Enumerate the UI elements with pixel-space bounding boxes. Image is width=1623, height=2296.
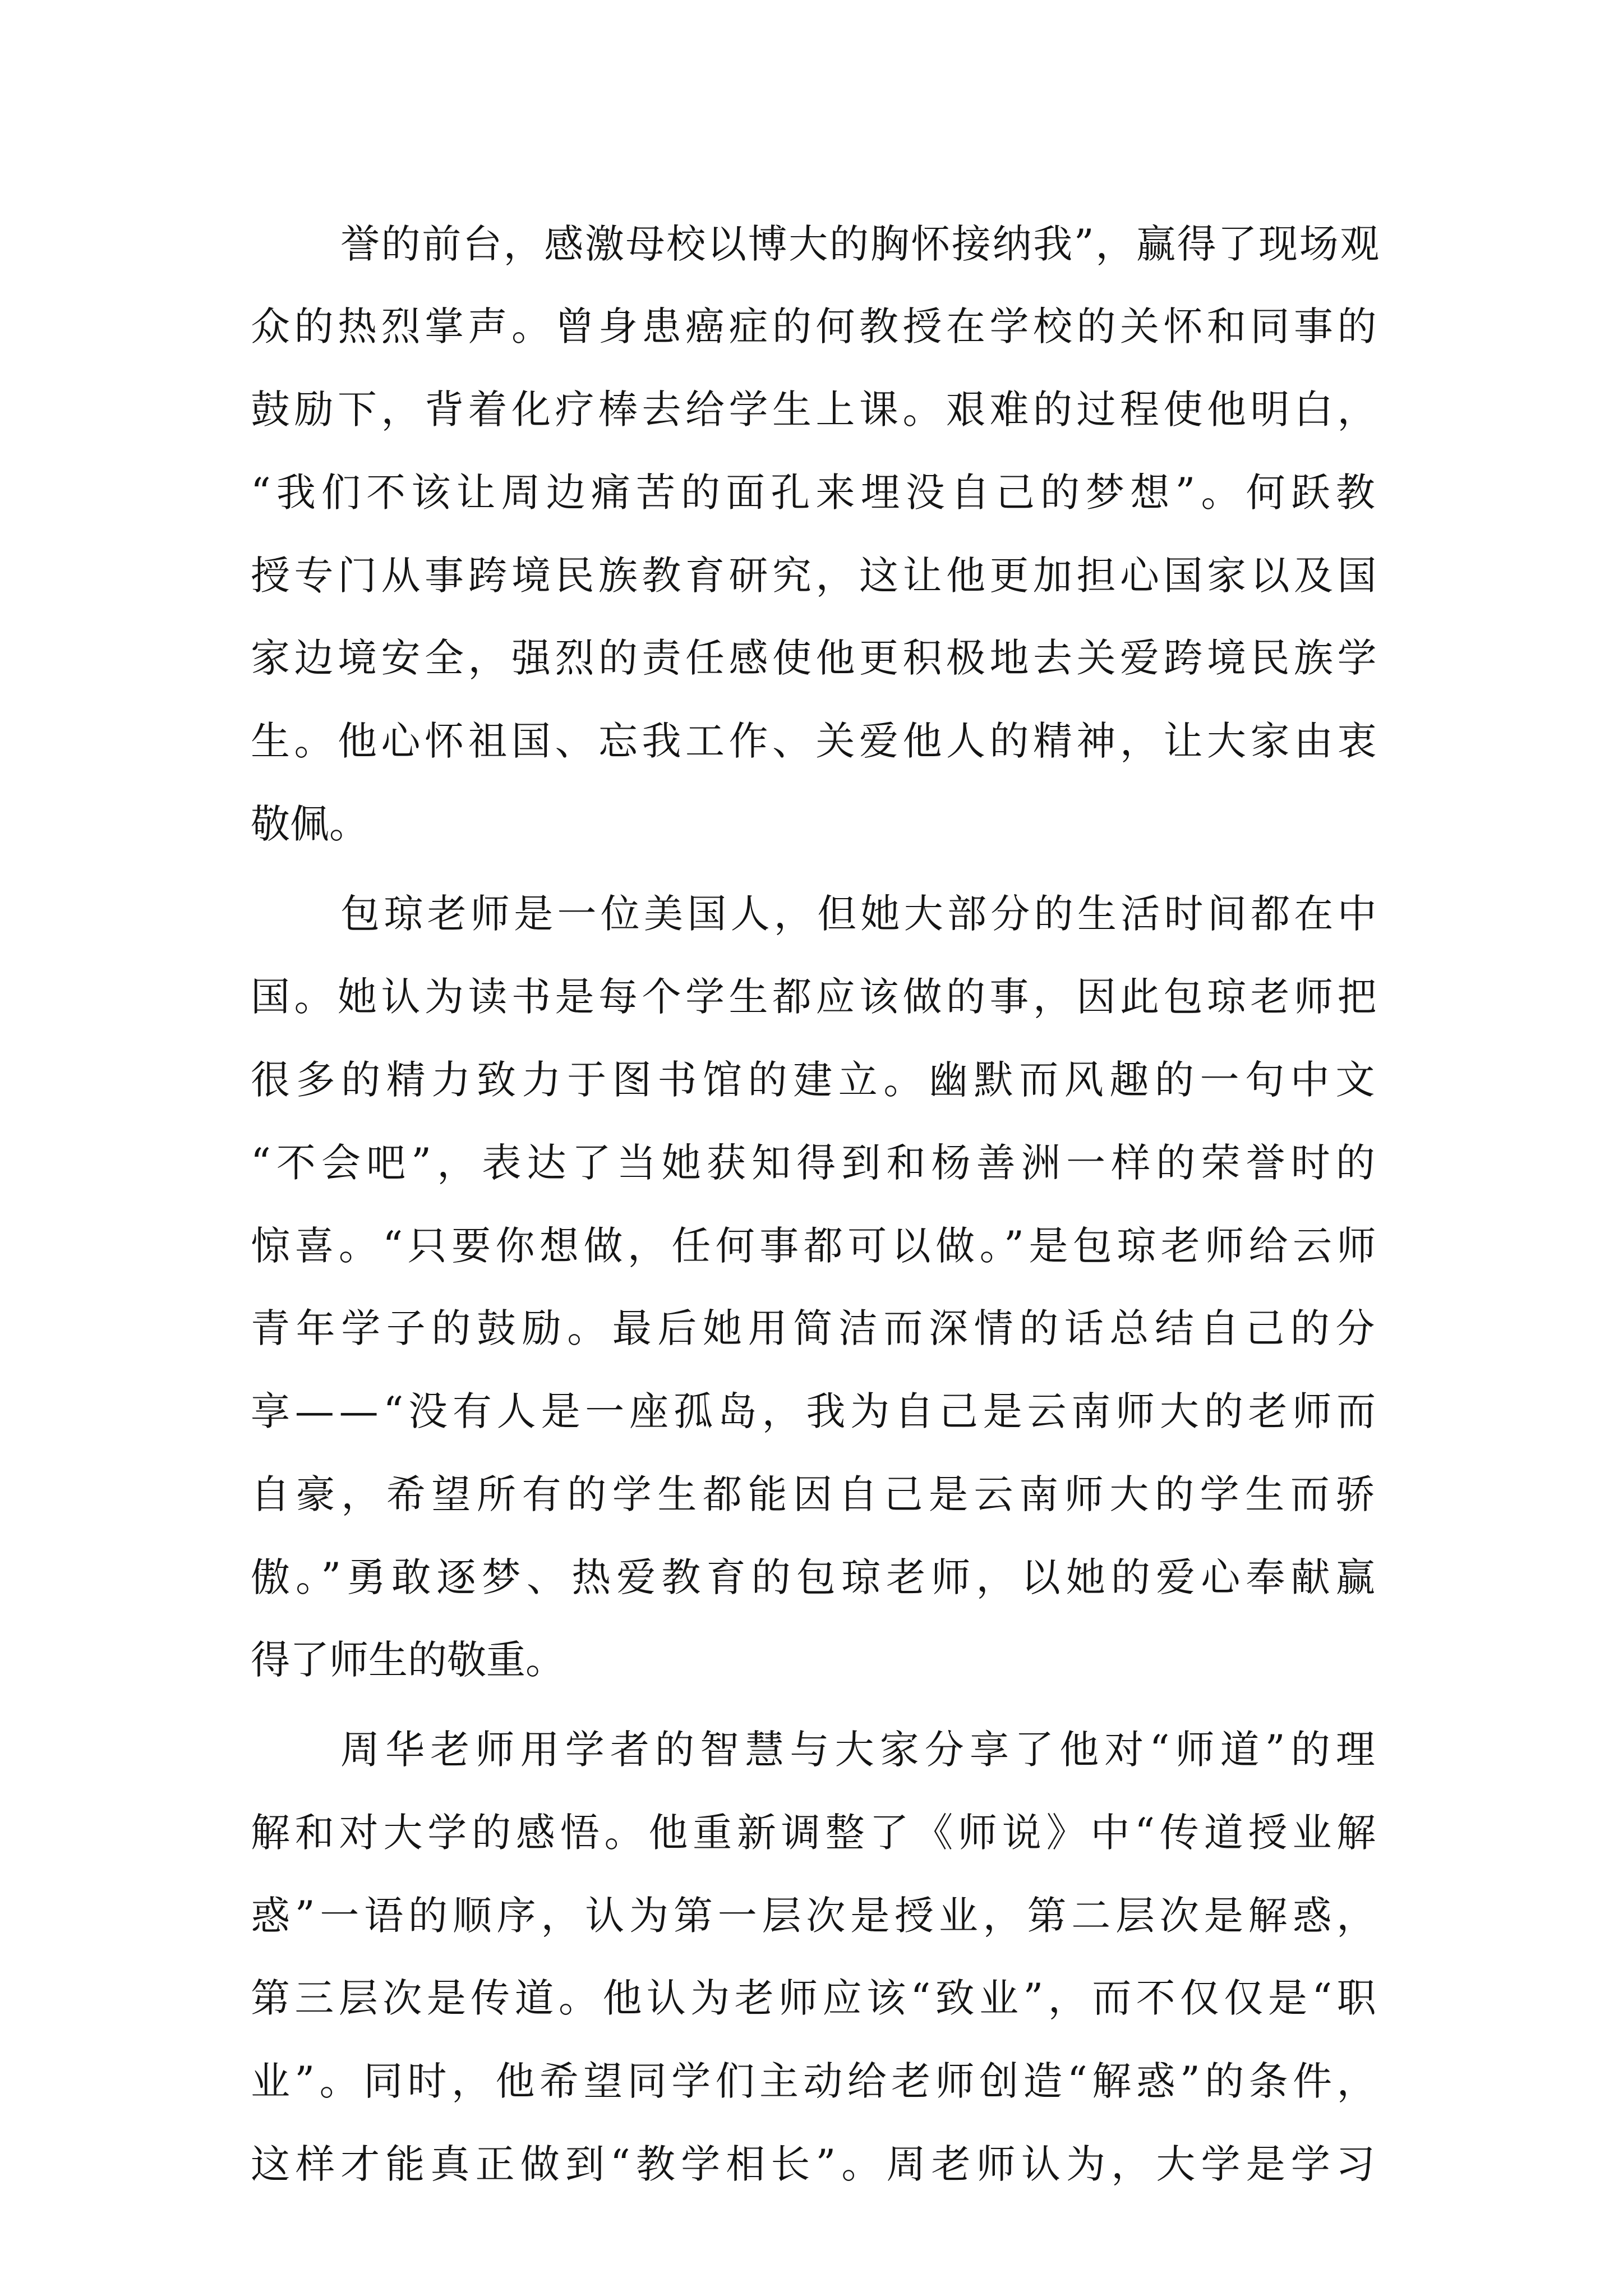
text-line: 青年学子的鼓励。最后她用简洁而深情的话总结自己的分	[251, 1305, 1381, 1352]
text-line: 包琼老师是一位美国人，但她大部分的生活时间都在中	[340, 891, 1381, 937]
text-line: 家边境安全，强烈的责任感使他更积极地去关爱跨境民族学	[251, 635, 1381, 682]
text-line: 傲。”勇敢逐梦、热爱教育的包琼老师，以她的爱心奉献赢	[251, 1554, 1381, 1601]
text-line: 生。他心怀祖国、忘我工作、关爱他人的精神，让大家由衷	[251, 718, 1381, 765]
text-line: 周华老师用学者的智慧与大家分享了他对“师道”的理	[340, 1727, 1381, 1773]
text-line: 自豪，希望所有的学生都能因自己是云南师大的学生而骄	[251, 1471, 1381, 1518]
text-line: 鼓励下，背着化疗棒去给学生上课。艰难的过程使他明白，	[251, 386, 1381, 433]
text-line: 得了师生的敬重。	[251, 1637, 565, 1683]
text-line: 惊喜。“只要你想做，任何事都可以做。”是包琼老师给云师	[251, 1223, 1381, 1269]
text-line: 业”。同时，他希望同学们主动给老师创造“解惑”的条件，	[251, 2058, 1381, 2105]
text-line: “不会吧”，表达了当她获知得到和杨善洲一样的荣誉时的	[251, 1140, 1381, 1186]
text-line: 授专门从事跨境民族教育研究，这让他更加担心国家以及国	[251, 553, 1381, 599]
text-line: 敬佩。	[251, 801, 368, 848]
text-line: 第三层次是传道。他认为老师应该“致业”，而不仅仅是“职	[251, 1975, 1381, 2022]
text-line: 这样才能真正做到“教学相长”。周老师认为，大学是学习	[251, 2141, 1381, 2188]
text-line: 誉的前台，感激母校以博大的胸怀接纳我”，赢得了现场观	[340, 221, 1381, 268]
text-line: 众的热烈掌声。曾身患癌症的何教授在学校的关怀和同事的	[251, 303, 1381, 350]
text-line: 很多的精力致力于图书馆的建立。幽默而风趣的一句中文	[251, 1057, 1381, 1103]
text-line: 国。她认为读书是每个学生都应该做的事，因此包琼老师把	[251, 974, 1381, 1020]
text-line: 享——“没有人是一座孤岛，我为自己是云南师大的老师而	[251, 1388, 1381, 1435]
text-line: “我们不该让周边痛苦的面孔来埋没自己的梦想”。何跃教	[251, 470, 1381, 516]
text-line: 惑”一语的顺序，认为第一层次是授业，第二层次是解惑，	[251, 1893, 1381, 1939]
text-line: 解和对大学的感悟。他重新调整了《师说》中“传道授业解	[251, 1810, 1381, 1856]
